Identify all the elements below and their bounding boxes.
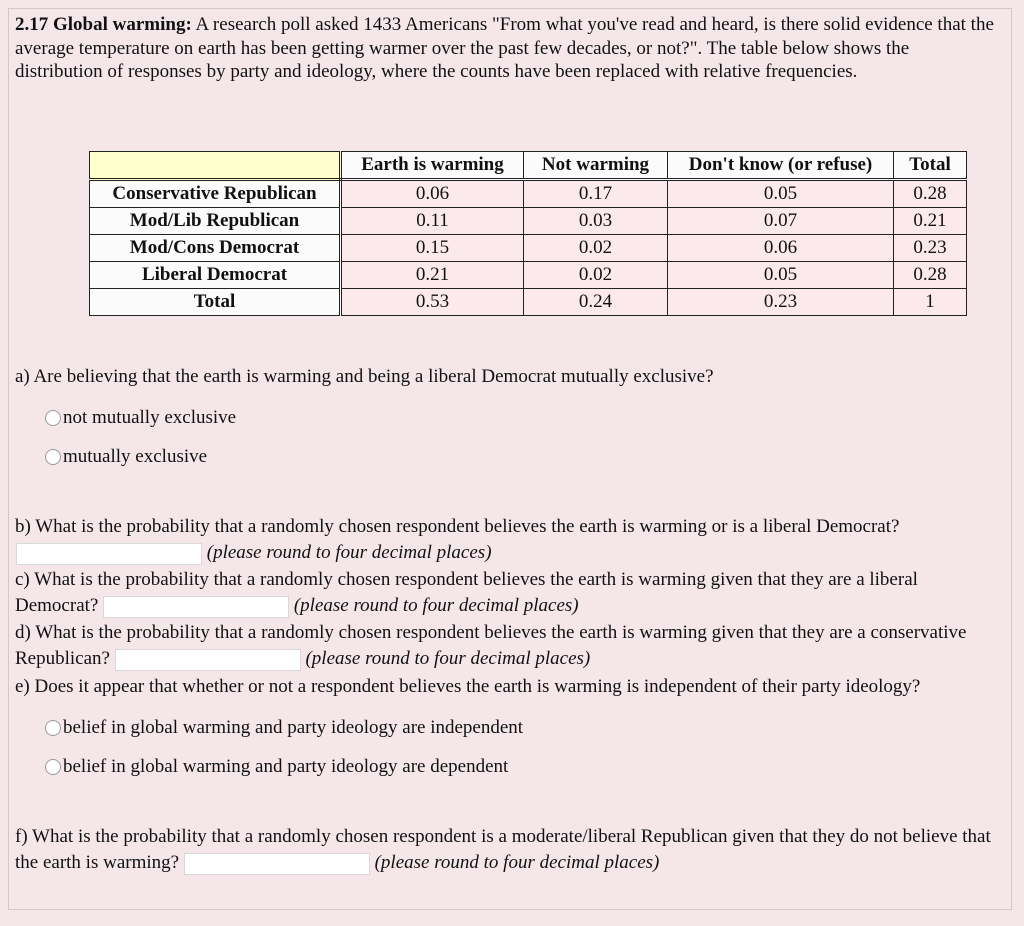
- column-header: Don't know (or refuse): [668, 152, 894, 180]
- table-cell: 0.17: [524, 180, 668, 208]
- question-f-text: f) What is the probability that a randomly chosen respondent is a moderate/liberal Republican given that they do not believe that the earth is warming?: [15, 826, 991, 873]
- question-a: a) Are believing that the earth is warming and being a liberal Democrat mutually exclusive?: [15, 366, 714, 387]
- option-mutually-exclusive[interactable]: [45, 446, 207, 468]
- answer-c-input[interactable]: [103, 596, 289, 618]
- row-header: Mod/Lib Republican: [90, 208, 341, 235]
- radio-button[interactable]: [45, 720, 61, 736]
- table-cell: 0.21: [341, 262, 524, 289]
- question-c-text: c) What is the probability that a randomly chosen respondent believes the earth is warming given that they are a liberal Democrat?: [15, 569, 918, 616]
- option-label: belief in global warming and party ideology are dependent: [63, 756, 509, 777]
- option-not-mutually-exclusive[interactable]: [45, 407, 236, 429]
- question-f: [15, 824, 1005, 876]
- table-corner-cell: [90, 152, 341, 180]
- rounding-hint: (please round to four decimal places): [305, 648, 591, 669]
- table-row: [90, 180, 967, 208]
- table-cell: 0.23: [894, 235, 967, 262]
- radio-button[interactable]: [45, 759, 61, 775]
- table-cell: 1: [894, 289, 967, 316]
- radio-button[interactable]: [45, 410, 61, 426]
- table-cell: 0.02: [524, 235, 668, 262]
- table-cell: 0.15: [341, 235, 524, 262]
- answer-d-input[interactable]: [115, 649, 301, 671]
- answer-f-input[interactable]: [184, 853, 370, 875]
- question-b-text: b) What is the probability that a randomly chosen respondent believes the earth is warming or is a liberal Democrat?: [15, 516, 900, 537]
- option-independent[interactable]: [45, 717, 523, 739]
- answer-b-input[interactable]: [16, 543, 202, 565]
- table-row: [90, 289, 967, 316]
- table-cell: 0.02: [524, 262, 668, 289]
- frequency-table: [89, 151, 967, 316]
- problem-text: A research poll asked 1433 Americans "From what you've read and heard, is there solid evidence that the average temperature on earth has been getting warmer over the past few decades, or not?". The table below shows the distribution of responses by party and ideology, where the counts have been replaced with relative frequencies.: [15, 14, 994, 82]
- table-row: [90, 208, 967, 235]
- table-cell: 0.28: [894, 262, 967, 289]
- table-row: [90, 262, 967, 289]
- table-header-row: [90, 152, 967, 180]
- table-cell: 0.07: [668, 208, 894, 235]
- question-b: [15, 514, 1005, 566]
- option-label: not mutually exclusive: [63, 407, 237, 428]
- problem-title: 2.17 Global warming:: [15, 14, 192, 35]
- row-header: Mod/Cons Democrat: [90, 235, 341, 262]
- row-header: Conservative Republican: [90, 180, 341, 208]
- question-d: [15, 620, 1005, 672]
- table-cell: 0.23: [668, 289, 894, 316]
- row-header: Total: [90, 289, 341, 316]
- question-d-text: d) What is the probability that a randomly chosen respondent believes the earth is warming given that they are a conservative Republican?: [15, 622, 967, 669]
- question-c: [15, 567, 1005, 619]
- table-cell: 0.11: [341, 208, 524, 235]
- row-header: Liberal Democrat: [90, 262, 341, 289]
- column-header: Total: [894, 152, 967, 180]
- table-cell: 0.21: [894, 208, 967, 235]
- option-dependent[interactable]: [45, 756, 508, 778]
- table-cell: 0.05: [668, 262, 894, 289]
- rounding-hint: (please round to four decimal places): [374, 852, 660, 873]
- table-cell: 0.06: [341, 180, 524, 208]
- rounding-hint: (please round to four decimal places): [293, 595, 579, 616]
- rounding-hint: (please round to four decimal places): [206, 542, 492, 563]
- table-cell: 0.06: [668, 235, 894, 262]
- column-header: Not warming: [524, 152, 668, 180]
- table-cell: 0.28: [894, 180, 967, 208]
- table-cell: 0.03: [524, 208, 668, 235]
- question-e: e) Does it appear that whether or not a respondent believes the earth is warming is independent of their party ideology?: [15, 676, 921, 697]
- table-cell: 0.53: [341, 289, 524, 316]
- column-header: Earth is warming: [341, 152, 524, 180]
- option-label: belief in global warming and party ideology are independent: [63, 717, 524, 738]
- table-cell: 0.24: [524, 289, 668, 316]
- problem-page: [8, 8, 1012, 910]
- radio-button[interactable]: [45, 449, 61, 465]
- problem-intro: [15, 13, 1000, 84]
- table-cell: 0.05: [668, 180, 894, 208]
- table-row: [90, 235, 967, 262]
- option-label: mutually exclusive: [63, 446, 208, 467]
